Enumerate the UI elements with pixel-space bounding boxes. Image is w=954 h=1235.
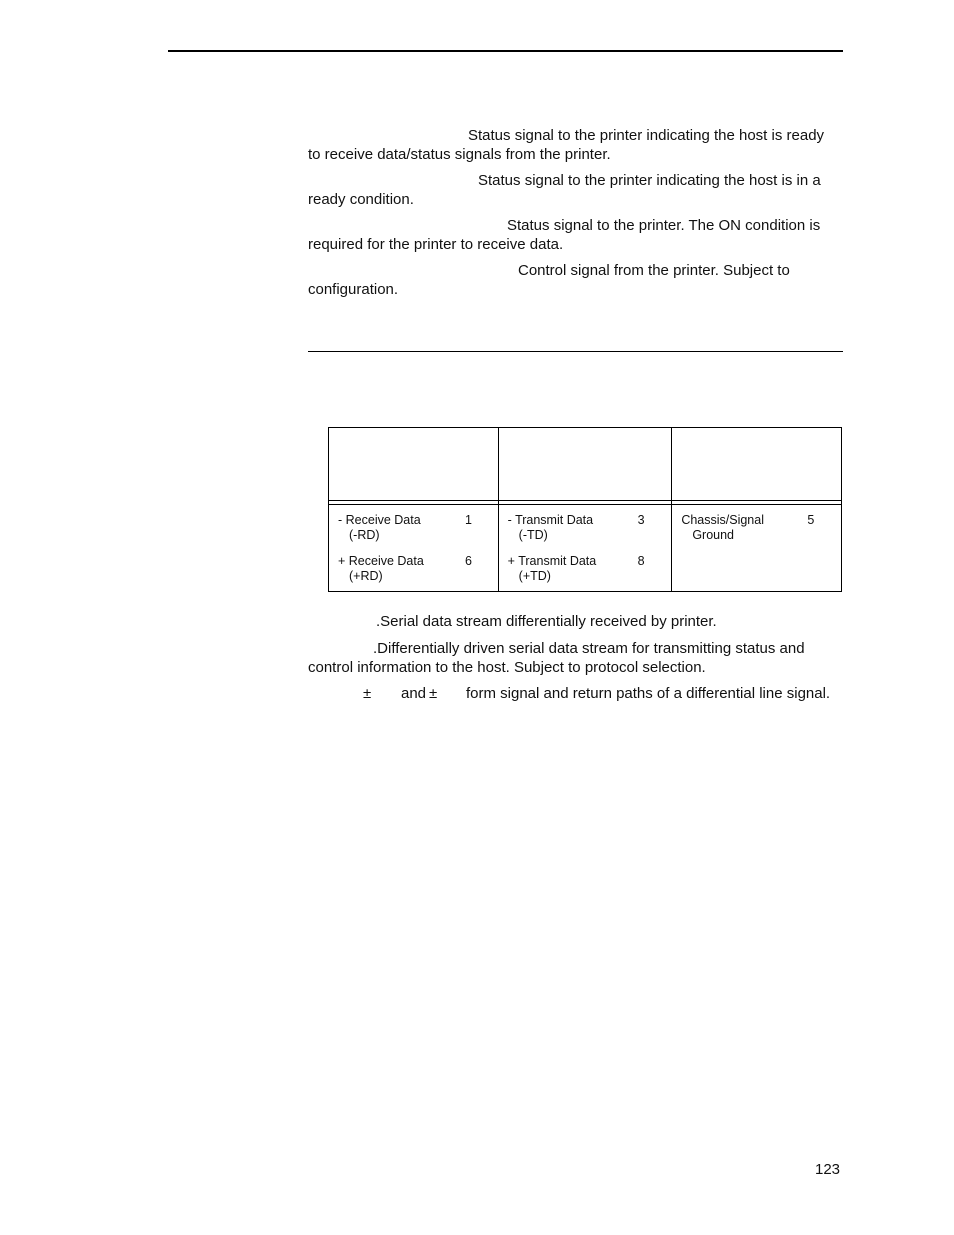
signal-name: - Transmit Data (507, 513, 594, 527)
paragraph-dtr-line1: Status signal to the printer indicating the host is ready (468, 127, 825, 144)
pin-number: 1 (465, 513, 472, 527)
signal-abbrev: (+TD) (518, 569, 551, 583)
page-number: 123 (815, 1161, 841, 1178)
paragraph-rts-line1: Control signal from the printer. Subject to (518, 262, 790, 279)
paragraph-rts-line2: configuration. (308, 280, 399, 298)
table-header-cell (498, 428, 672, 501)
header-rule (168, 50, 843, 52)
paragraph-td (308, 640, 848, 677)
paragraph-cts-line1: Status signal to the printer. The ON condition is (507, 217, 821, 234)
paragraph-rd (308, 613, 848, 632)
paragraph-dtr-line2: to receive data/status signals from the printer. (308, 145, 611, 163)
and-word: and (401, 685, 427, 702)
table-header-cell (672, 428, 842, 501)
paragraph-dsr (308, 172, 848, 209)
section-rule (308, 351, 843, 352)
paragraph-cts (308, 217, 848, 254)
table-cell (329, 505, 499, 549)
paragraph-td-line2: control information to the host. Subject to protocol selection. (308, 658, 706, 676)
paragraph-rts (308, 262, 848, 299)
signal-name: + Receive Data (338, 554, 424, 568)
pin-number: 6 (465, 554, 472, 568)
pin-number: 8 (637, 554, 645, 568)
plus-minus-symbol: ± (363, 685, 372, 702)
table-cell (329, 548, 499, 592)
pin-number: 3 (637, 513, 645, 527)
signal-abbrev: (+RD) (349, 569, 383, 583)
paragraph-cts-line2: required for the printer to receive data. (308, 235, 564, 253)
table-header-row (329, 428, 842, 501)
paragraph-td-line1: .Differentially driven serial data stream for transmitting status and (373, 640, 805, 657)
paragraph-dsr-line2: ready condition. (308, 190, 414, 208)
plus-minus-symbol: ± (429, 685, 438, 702)
pin-number: 5 (807, 513, 815, 527)
table-header-cell (329, 428, 499, 501)
signal-abbrev: (-RD) (349, 528, 380, 542)
table-cell (498, 505, 672, 549)
signal-name: + Transmit Data (507, 554, 597, 568)
paragraph-dsr-line1: Status signal to the printer indicating the host is in a (478, 172, 821, 189)
table-cell (498, 548, 672, 592)
paragraph-rd-text: .Serial data stream differentially received by printer. (376, 613, 717, 630)
paragraph-differential-text: form signal and return paths of a differential line signal. (466, 685, 831, 702)
table-row (329, 548, 842, 592)
table-cell (672, 505, 842, 549)
pin-assignment-table (328, 427, 842, 592)
table-row (329, 505, 842, 549)
signal-name: Chassis/Signal (681, 513, 764, 527)
paragraph-dtr (308, 127, 848, 164)
table-cell (672, 548, 842, 592)
signal-abbrev: Ground (692, 528, 735, 542)
signal-name: - Receive Data (338, 513, 421, 527)
signal-abbrev: (-TD) (518, 528, 548, 542)
